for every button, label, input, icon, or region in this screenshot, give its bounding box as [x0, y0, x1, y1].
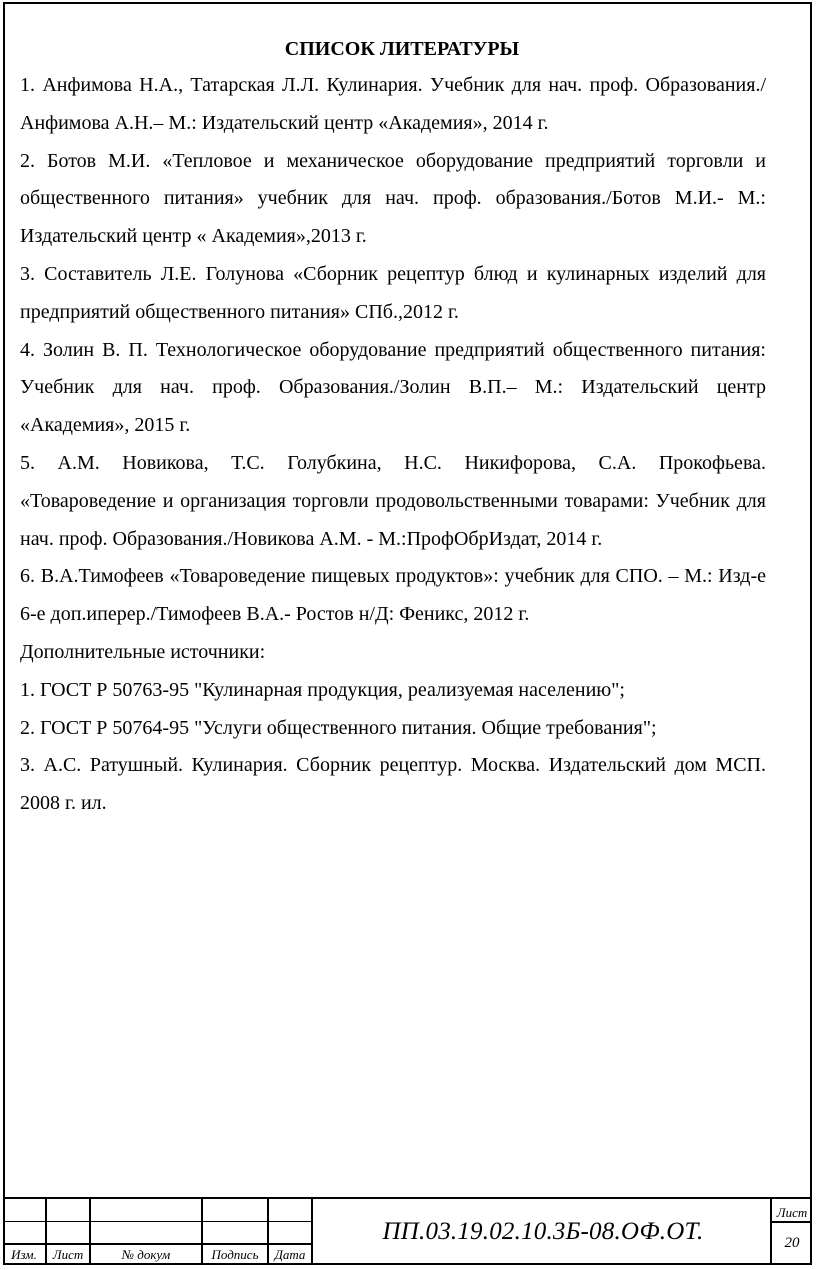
reference-6: 6. В.А.Тимофеев «Товароведение пищевых продуктов»: учебник для СПО. – М.: Изд-е 6-е доп.иперер./Тимофеев В.А.- Ростов н/Д: Феникс, 2012 г. [20, 565, 766, 626]
page-title: СПИСОК ЛИТЕРАТУРЫ [284, 38, 520, 60]
stamp-label-signature: Подпись [211, 1247, 259, 1262]
sheet-number: 20 [784, 1235, 800, 1251]
document-code: ПП.03.19.02.10.3Б-08.ОФ.ОТ. [382, 1218, 704, 1245]
title-block [3, 1197, 812, 1265]
additional-source-3: 3. А.С. Ратушный. Кулинария. Сборник рецептур. Москва. Издательский дом МСП. 2008 г. ил. [20, 754, 766, 815]
reference-2: 2. Ботов М.И. «Тепловое и механическое оборудование предприятий торговли и общественного питания» учебник для нач. проф. образования./Ботов М.И.- М.: Издательский центр « Академия»,2013 г. [20, 149, 766, 248]
reference-1: 1. Анфимова Н.А., Татарская Л.Л. Кулинария. Учебник для нач. проф. Образования./Анфимова А.Н.– М.: Издательский центр «Академия», 2014 г. [20, 74, 766, 134]
sheet-box-divider [770, 1221, 812, 1223]
sheet-label: Лист [776, 1205, 808, 1220]
additional-source-2: 2. ГОСТ Р 50764-95 "Услуги общественного питания. Общие требования"; [20, 716, 657, 739]
stamp-label-doc-no: № докум [121, 1247, 171, 1262]
additional-source-1: 1. ГОСТ Р 50763-95 "Кулинарная продукция, реализуемая населению"; [20, 678, 625, 701]
stamp-label-izm: Изм. [11, 1247, 37, 1262]
document-body [20, 34, 766, 823]
stamp-label-date: Дата [274, 1247, 306, 1262]
stamp-label-list: Лист [52, 1247, 84, 1262]
reference-5: 5. А.М. Новикова, Т.С. Голубкина, Н.С. Никифорова, С.А. Прокофьева. «Товароведение и организация торговли продовольственными товарами: Учебник для нач. проф. Образования./Новикова А.М. - М.:ПрофОбрИздат, 2014 г. [20, 451, 766, 550]
reference-4: 4. Золин В. П. Технологическое оборудование предприятий общественного питания: Учебник для нач. проф. Образования./Золин В.П.– М.: Издательский центр «Академия», 2015 г. [20, 338, 766, 437]
reference-3: 3. Составитель Л.Е. Голунова «Сборник рецептур блюд и кулинарных изделий для предприятий общественного питания» СПб.,2012 г. [20, 262, 766, 323]
stamp-col-line [311, 1199, 313, 1265]
additional-sources-heading: Дополнительные источники: [20, 640, 266, 663]
